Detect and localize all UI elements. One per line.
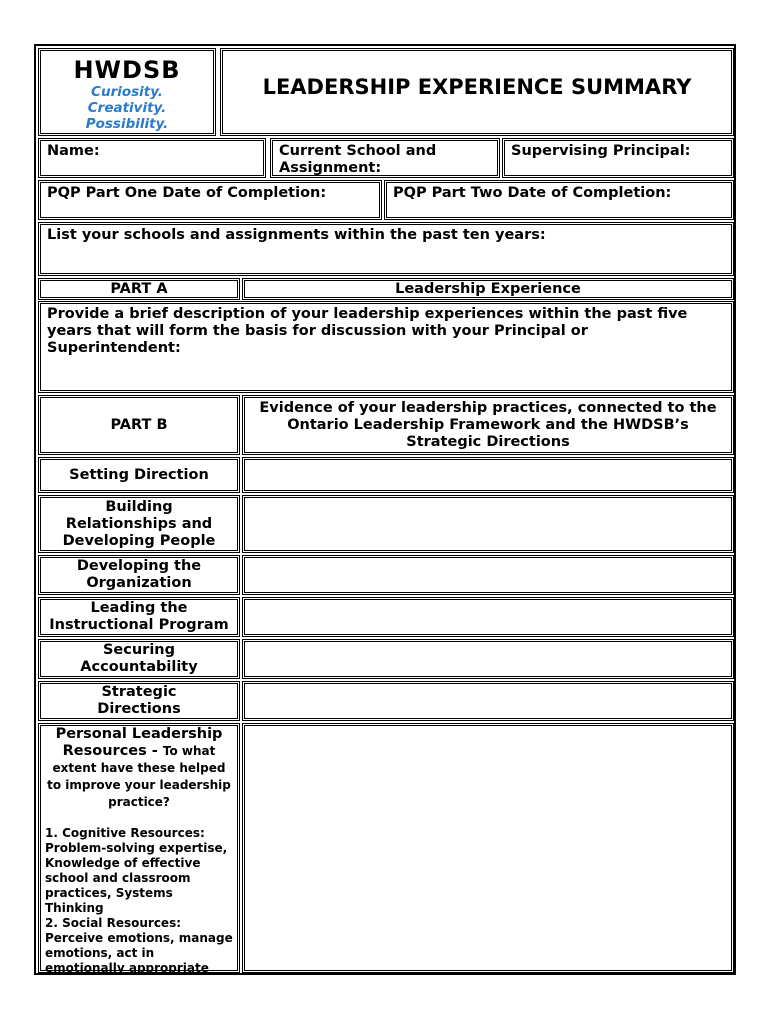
part-a-label: PART A [110,280,168,297]
row-field-personal-resources[interactable] [242,723,734,973]
principal-label: Supervising Principal: [511,143,691,159]
school-field[interactable] [270,138,500,178]
name-field[interactable] [38,138,266,178]
row-field-building-relationships[interactable] [242,495,734,553]
row-field-strategic-directions[interactable] [242,681,734,721]
part-b-label: PART B [110,416,168,433]
row-field-developing-organization[interactable] [242,555,734,595]
pqp-two-label: PQP Part Two Date of Completion: [393,185,672,201]
row-label-strategic-directions [38,681,240,721]
principal-field[interactable] [502,138,734,178]
school-label-line2: Assignment: [279,160,382,176]
row-text-setting-direction: Setting Direction [69,466,209,483]
row-field-setting-direction[interactable] [242,457,734,493]
row-text-building-relationships: Building Relationships and Developing People [62,498,216,549]
row-field-instructional-program[interactable] [242,597,734,637]
part-a-description: Provide a brief description of your leadership experiences within the past five years that will form the basis for discussion with your Principal or Superintendent: [47,306,688,356]
schools-list-label: List your schools and assignments within the past ten years: [47,227,546,243]
personal-item-social: 2. Social Resources: Perceive emotions, manage emotions, act in emotionally appropriate [45,916,233,975]
row-label-building-relationships [38,495,240,553]
page-title: LEADERSHIP EXPERIENCE SUMMARY [262,74,692,99]
school-label-line1: Current School and [279,143,437,159]
name-label: Name: [47,143,100,159]
personal-item-cognitive: 1. Cognitive Resources: Problem-solving expertise, Knowledge of effective school and classroom practices, Systems Thinking [45,826,228,915]
leadership-summary-form [34,44,736,975]
pqp-one-field[interactable] [38,180,382,220]
part-b-label-cell [38,395,240,455]
row-text-instructional-program: Leading the Instructional Program [49,600,229,633]
title-block [220,48,734,136]
part-a-label-cell [38,278,240,300]
row-text-developing-organization: Developing the Organization [76,558,202,591]
part-a-heading: Leadership Experience [395,280,581,297]
row-label-securing-accountability [38,639,240,679]
motto-possibility: Possibility. [85,116,169,132]
row-text-securing-accountability: Securing Accountability [80,642,198,675]
part-a-description-field[interactable] [38,301,734,393]
part-b-heading-cell [242,395,734,455]
row-label-personal-resources [38,723,240,973]
pqp-one-label: PQP Part One Date of Completion: [47,185,327,201]
personal-title-line1: Personal Leadership [55,726,223,742]
personal-title-line2: Resources - [62,743,158,759]
motto-curiosity: Curiosity. [91,84,163,100]
row-field-securing-accountability[interactable] [242,639,734,679]
org-name: HWDSB [73,56,181,84]
row-label-instructional-program [38,597,240,637]
part-a-heading-cell [242,278,734,300]
schools-list-field[interactable] [38,222,734,276]
personal-question: To what extent have these helped to improve your leadership practice? [47,744,231,809]
motto-creativity: Creativity. [87,100,167,116]
row-label-setting-direction [38,457,240,493]
part-b-heading: Evidence of your leadership practices, connected to the Ontario Leadership Framework and the HWDSB’s Strategic Directions [259,399,717,450]
logo-block [38,48,216,136]
row-label-developing-organization [38,555,240,595]
pqp-two-field[interactable] [384,180,734,220]
row-text-strategic-directions: Strategic Directions [97,684,181,717]
